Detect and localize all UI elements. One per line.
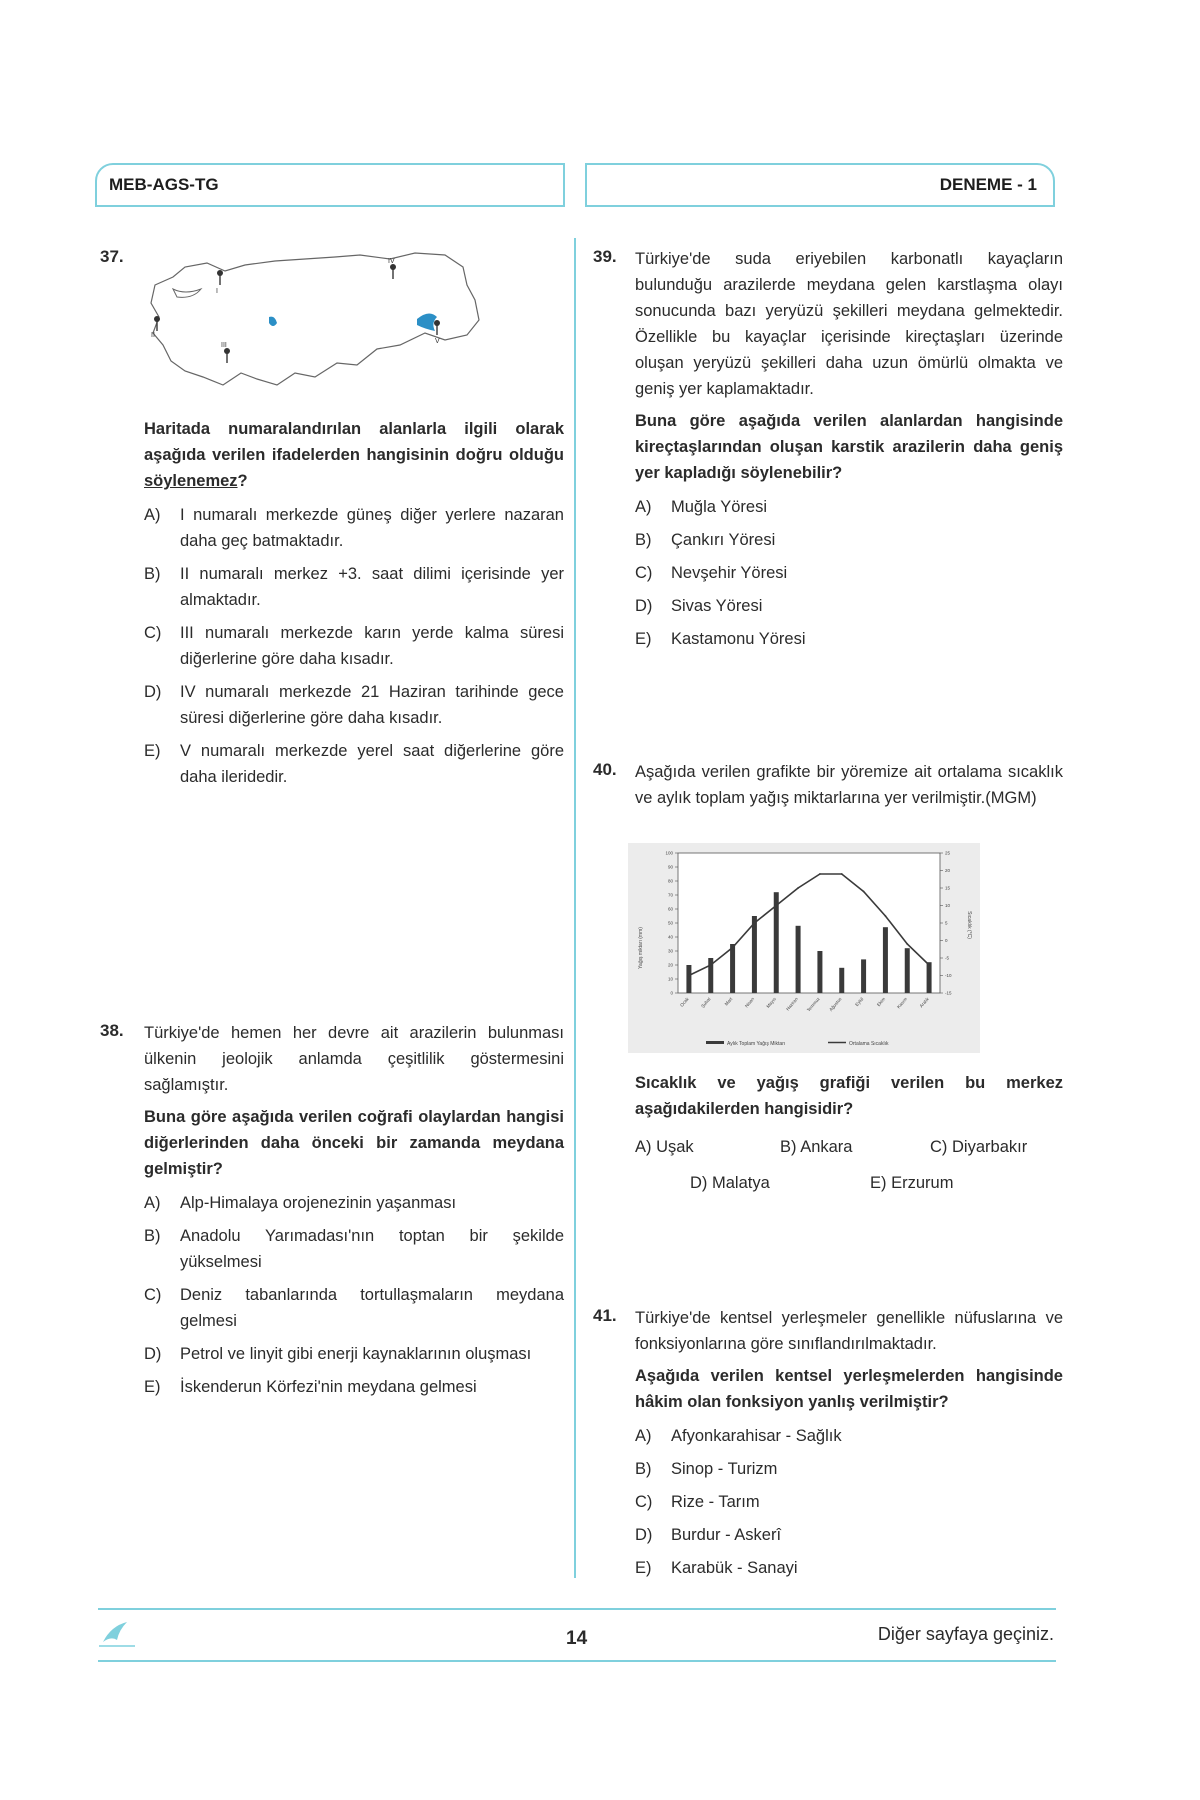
header-left-box: [95, 163, 565, 207]
y2-tick-label: 0: [945, 938, 948, 943]
chart-x-ticks: [679, 996, 930, 1013]
option-text: Afyonkarahisar - Sağlık: [671, 1427, 842, 1445]
option-letter: D): [144, 1345, 162, 1363]
publisher-logo-icon: [97, 1616, 137, 1652]
plot-area: [678, 853, 940, 993]
option-letter: E): [635, 630, 652, 648]
y2-tick-label: 25: [945, 850, 951, 856]
footer-bottom-line: [98, 1660, 1056, 1662]
question-37-number: 37.: [100, 247, 124, 266]
question-40-number: 40.: [593, 760, 617, 779]
y-tick-label: 90: [667, 864, 673, 870]
q41-option-e[interactable]: [635, 1555, 1063, 1581]
question-40-stem: Aşağıda verilen grafikte bir yöremize ait ortalama sıcaklık ve aylık toplam yağış miktarlarına yer verilmiştir.(MGM): [635, 763, 1063, 807]
x-tick-label: Ocak: [679, 996, 690, 1008]
y-tick-label: 30: [667, 948, 673, 954]
q37-option-b[interactable]: [144, 561, 564, 613]
option-text: IV numaralı merkezde 21 Haziran tarihinde gece süresi diğerlerine göre daha kısadır.: [180, 683, 564, 727]
x-tick-label: Eylül: [854, 996, 865, 1008]
climate-chart: [628, 843, 980, 1053]
q39-option-b[interactable]: [635, 527, 1063, 553]
map-label-iii: III: [221, 342, 227, 349]
temperature-point-Mart: [732, 947, 734, 949]
q40-option-e[interactable]: [870, 1170, 953, 1196]
option-letter: B): [780, 1138, 797, 1156]
question-37-prompt-end: ?: [237, 472, 248, 490]
q41-option-a[interactable]: [635, 1423, 1063, 1449]
question-37-prompt-part1: Haritada numaralandırılan alanlarla ilgili olarak aşağıda verilen ifadelerden hangisinin doğru olduğu: [144, 420, 564, 464]
option-letter: A): [635, 1427, 652, 1445]
option-text: Anadolu Yarımadası'nın toptan bir şekilde yükselmesi: [180, 1227, 564, 1271]
question-40-prompt: Sıcaklık ve yağış grafiği verilen bu merkez aşağıdakilerden hangisidir?: [635, 1074, 1063, 1118]
legend-line-label: Ortalama Sıcaklık: [849, 1041, 889, 1047]
question-39-stem: Türkiye'de suda eriyebilen karbonatlı kayaçların bulunduğu arazilerde meydana gelen karstlaşma olayı sonucunda bazı yeryüzü şekilleri meydana gelmektedir. Özellikle bu kayaçlar içerisinde kireçtaşları üzerinde oluşan yeryüzü şekilleri daha uzun ömürlü olmakta ve geniş yer kaplamaktadır.: [635, 250, 1063, 398]
option-letter: A): [635, 1138, 652, 1156]
legend-bar-swatch: [706, 1041, 724, 1044]
option-text: Kastamonu Yöresi: [671, 630, 806, 648]
x-tick-label: Mayıs: [765, 996, 778, 1009]
map-label-ii: II: [151, 332, 155, 339]
option-text: I numaralı merkezde güneş diğer yerlere nazaran daha geç batmaktadır.: [180, 506, 564, 550]
question-38-prompt: Buna göre aşağıda verilen coğrafi olaylardan hangisi diğerlerinden daha önceki bir zamanda meydana gelmiştir?: [144, 1108, 564, 1178]
q39-option-e[interactable]: [635, 626, 1063, 652]
q39-option-a[interactable]: [635, 494, 1063, 520]
question-38: [144, 1020, 564, 1407]
x-tick-label: Ekim: [875, 996, 887, 1008]
precip-bar-Temmuz: [817, 951, 822, 993]
option-text: Karabük - Sanayi: [671, 1559, 798, 1577]
option-letter: D): [635, 597, 653, 615]
map-label-i: I: [216, 288, 218, 295]
temperature-point-Nisan: [754, 922, 756, 924]
option-text: V numaralı merkezde yerel saat diğerlerine göre daha ileridedir.: [180, 742, 564, 786]
option-text: Petrol ve linyit gibi enerji kaynaklarının oluşması: [180, 1345, 532, 1363]
q38-option-d[interactable]: [144, 1341, 564, 1367]
legend-bar-label: Aylık Toplam Yağış Miktarı: [727, 1041, 786, 1047]
exam-title: DENEME - 1: [939, 175, 1037, 194]
y2-tick-label: 10: [945, 903, 951, 908]
option-letter: E): [144, 1378, 161, 1396]
climate-chart-svg: [628, 843, 980, 1053]
temperature-point-Ağustos: [841, 873, 843, 875]
option-text: Malatya: [712, 1174, 770, 1192]
map-label-iv: IV: [388, 258, 395, 265]
precip-bar-Ağustos: [839, 968, 844, 993]
temperature-point-Ocak: [688, 975, 690, 977]
q38-option-e[interactable]: [144, 1374, 564, 1400]
map-label-v: V: [435, 338, 440, 345]
option-text: Uşak: [656, 1138, 694, 1156]
temperature-point-Kasım: [906, 943, 908, 945]
q40-option-a[interactable]: [635, 1134, 780, 1160]
q40-option-d[interactable]: [690, 1170, 870, 1196]
option-text: II numaralı merkez +3. saat dilimi içerisinde yer almaktadır.: [180, 565, 564, 609]
x-tick-label: Nisan: [743, 996, 756, 1009]
q38-option-b[interactable]: [144, 1223, 564, 1275]
q39-option-c[interactable]: [635, 560, 1063, 586]
y2-tick-label: -5: [945, 955, 950, 961]
option-text: Sinop - Turizm: [671, 1460, 778, 1478]
option-text: Ankara: [800, 1138, 853, 1156]
q41-option-c[interactable]: [635, 1489, 1063, 1515]
option-letter: E): [870, 1174, 887, 1192]
question-37-prompt-underlined: söylenemez: [144, 472, 238, 490]
option-letter: E): [144, 742, 161, 760]
option-text: Deniz tabanlarında tortullaşmaların meydana gelmesi: [180, 1286, 564, 1330]
option-letter: B): [144, 565, 161, 583]
y2-tick-label: 15: [945, 885, 951, 891]
question-39-prompt: Buna göre aşağıda verilen alanlardan hangisinde kireçtaşlarından oluşan karstik arazilerin daha geniş yer kapladığı söylenebilir?: [635, 412, 1063, 482]
q39-option-d[interactable]: [635, 593, 1063, 619]
option-text: III numaralı merkezde karın yerde kalma süresi diğerlerine göre daha kısadır.: [180, 624, 564, 668]
option-text: Rize - Tarım: [671, 1493, 760, 1511]
footer-top-line: [98, 1608, 1056, 1610]
chart-plot-frame: [678, 853, 940, 993]
q41-option-d[interactable]: [635, 1522, 1063, 1548]
temperature-point-Eylül: [863, 891, 865, 893]
temperature-point-Haziran: [797, 887, 799, 889]
q41-option-b[interactable]: [635, 1456, 1063, 1482]
next-page-note: Diğer sayfaya geçiniz.: [877, 1624, 1054, 1644]
q37-option-c[interactable]: [144, 620, 564, 672]
q38-option-c[interactable]: [144, 1282, 564, 1334]
y-tick-label: 20: [667, 962, 673, 968]
option-letter: B): [635, 1460, 652, 1478]
temperature-point-Ekim: [885, 915, 887, 917]
option-letter: A): [144, 506, 161, 524]
option-letter: C): [144, 624, 162, 642]
x-tick-label: Kasım: [895, 996, 909, 1010]
y-tick-label: 40: [667, 934, 673, 940]
option-letter: D): [690, 1174, 708, 1192]
question-41: [635, 1305, 1063, 1588]
precip-bar-Haziran: [796, 926, 801, 993]
temperature-point-Şubat: [710, 964, 712, 966]
question-37-prompt: [144, 416, 564, 494]
temperature-point-Mayıs: [775, 905, 777, 907]
question-39: [635, 246, 1063, 659]
x-tick-label: Haziran: [785, 996, 799, 1012]
option-letter: B): [635, 531, 652, 549]
option-letter: A): [635, 498, 652, 516]
precip-bar-Ocak: [686, 965, 691, 993]
question-40: [635, 1064, 1063, 1196]
q37-option-d[interactable]: [144, 679, 564, 731]
q40-options-row2: [635, 1170, 1063, 1196]
precip-bar-Nisan: [752, 916, 757, 993]
option-letter: C): [635, 1493, 653, 1511]
option-letter: D): [144, 683, 162, 701]
option-text: Erzurum: [891, 1174, 954, 1192]
option-letter: C): [144, 1286, 162, 1304]
chart-legend: [706, 1041, 889, 1047]
question-40-stem-block: [635, 759, 1063, 817]
option-text: Nevşehir Yöresi: [671, 564, 788, 582]
q38-option-a[interactable]: [144, 1190, 564, 1216]
option-text: Muğla Yöresi: [671, 498, 767, 516]
column-divider: [574, 238, 576, 1578]
x-tick-label: Mart: [723, 996, 734, 1007]
question-37: [144, 410, 564, 797]
chart-y2-axis-label: Sıcaklık (°C): [966, 911, 972, 939]
option-letter: C): [635, 564, 653, 582]
option-letter: E): [635, 1559, 652, 1577]
x-tick-label: Ağustos: [828, 996, 843, 1013]
option-text: İskenderun Körfezi'nin meydana gelmesi: [180, 1378, 477, 1396]
question-41-prompt: Aşağıda verilen kentsel yerleşmelerden hangisinde hâkim olan fonksiyon yanlış verilmiştir?: [635, 1367, 1063, 1411]
y-tick-label: 50: [667, 920, 673, 926]
q40-options-row1: [635, 1134, 1063, 1160]
y2-tick-label: 5: [945, 920, 948, 926]
header-right-box: [585, 163, 1055, 207]
page-number: 14: [566, 1628, 588, 1649]
option-text: Sivas Yöresi: [671, 597, 763, 615]
x-tick-label: Şubat: [700, 996, 712, 1009]
option-text: Diyarbakır: [952, 1138, 1028, 1156]
y-tick-label: 10: [667, 976, 673, 982]
q40-option-c[interactable]: [930, 1134, 1027, 1160]
x-tick-label: Aralık: [918, 996, 930, 1009]
question-38-number: 38.: [100, 1021, 124, 1040]
y2-tick-label: 20: [945, 868, 951, 873]
temperature-point-Temmuz: [819, 873, 821, 875]
question-41-number: 41.: [593, 1306, 617, 1325]
q37-option-a[interactable]: [144, 502, 564, 554]
exam-code: MEB-AGS-TG: [109, 175, 219, 194]
option-text: Çankırı Yöresi: [671, 531, 776, 549]
question-38-stem: Türkiye'de hemen her devre ait arazilerin bulunması ülkenin jeolojik anlamda çeşitlilik göstermesini sağlamıştır.: [144, 1024, 564, 1094]
precip-bar-Mart: [730, 944, 735, 993]
y-tick-label: 60: [667, 906, 673, 912]
precip-bar-Eylül: [861, 959, 866, 993]
q40-option-b[interactable]: [780, 1134, 930, 1160]
temperature-point-Aralık: [928, 964, 930, 966]
chart-y-axis-label: Yağış miktarı (mm): [638, 927, 644, 969]
y2-tick-label: -15: [945, 990, 952, 996]
chart-right-ticks: [940, 851, 952, 996]
y-tick-label: 70: [667, 892, 673, 898]
option-letter: D): [635, 1526, 653, 1544]
precip-bar-Ekim: [883, 927, 888, 993]
chart-left-ticks: [665, 851, 678, 996]
q37-option-e[interactable]: [144, 738, 564, 790]
y-tick-label: 100: [665, 850, 673, 856]
option-text: Alp-Himalaya orojenezinin yaşanması: [180, 1194, 457, 1212]
x-tick-label: Temmuz: [805, 996, 821, 1013]
option-letter: A): [144, 1194, 161, 1212]
y-tick-label: 80: [667, 878, 673, 884]
question-41-stem: Türkiye'de kentsel yerleşmeler genellikle nüfuslarına ve fonksiyonlarına göre sınıflandırılmaktadır.: [635, 1309, 1063, 1353]
precip-bar-Kasım: [905, 948, 910, 993]
option-letter: C): [930, 1138, 948, 1156]
y-tick-label: 0: [670, 990, 673, 996]
question-39-number: 39.: [593, 247, 617, 266]
option-letter: B): [144, 1227, 161, 1245]
precip-bar-Aralık: [927, 962, 932, 993]
option-text: Burdur - Askerî: [671, 1526, 782, 1544]
turkey-map: [145, 245, 485, 395]
y2-tick-label: -10: [945, 973, 952, 978]
